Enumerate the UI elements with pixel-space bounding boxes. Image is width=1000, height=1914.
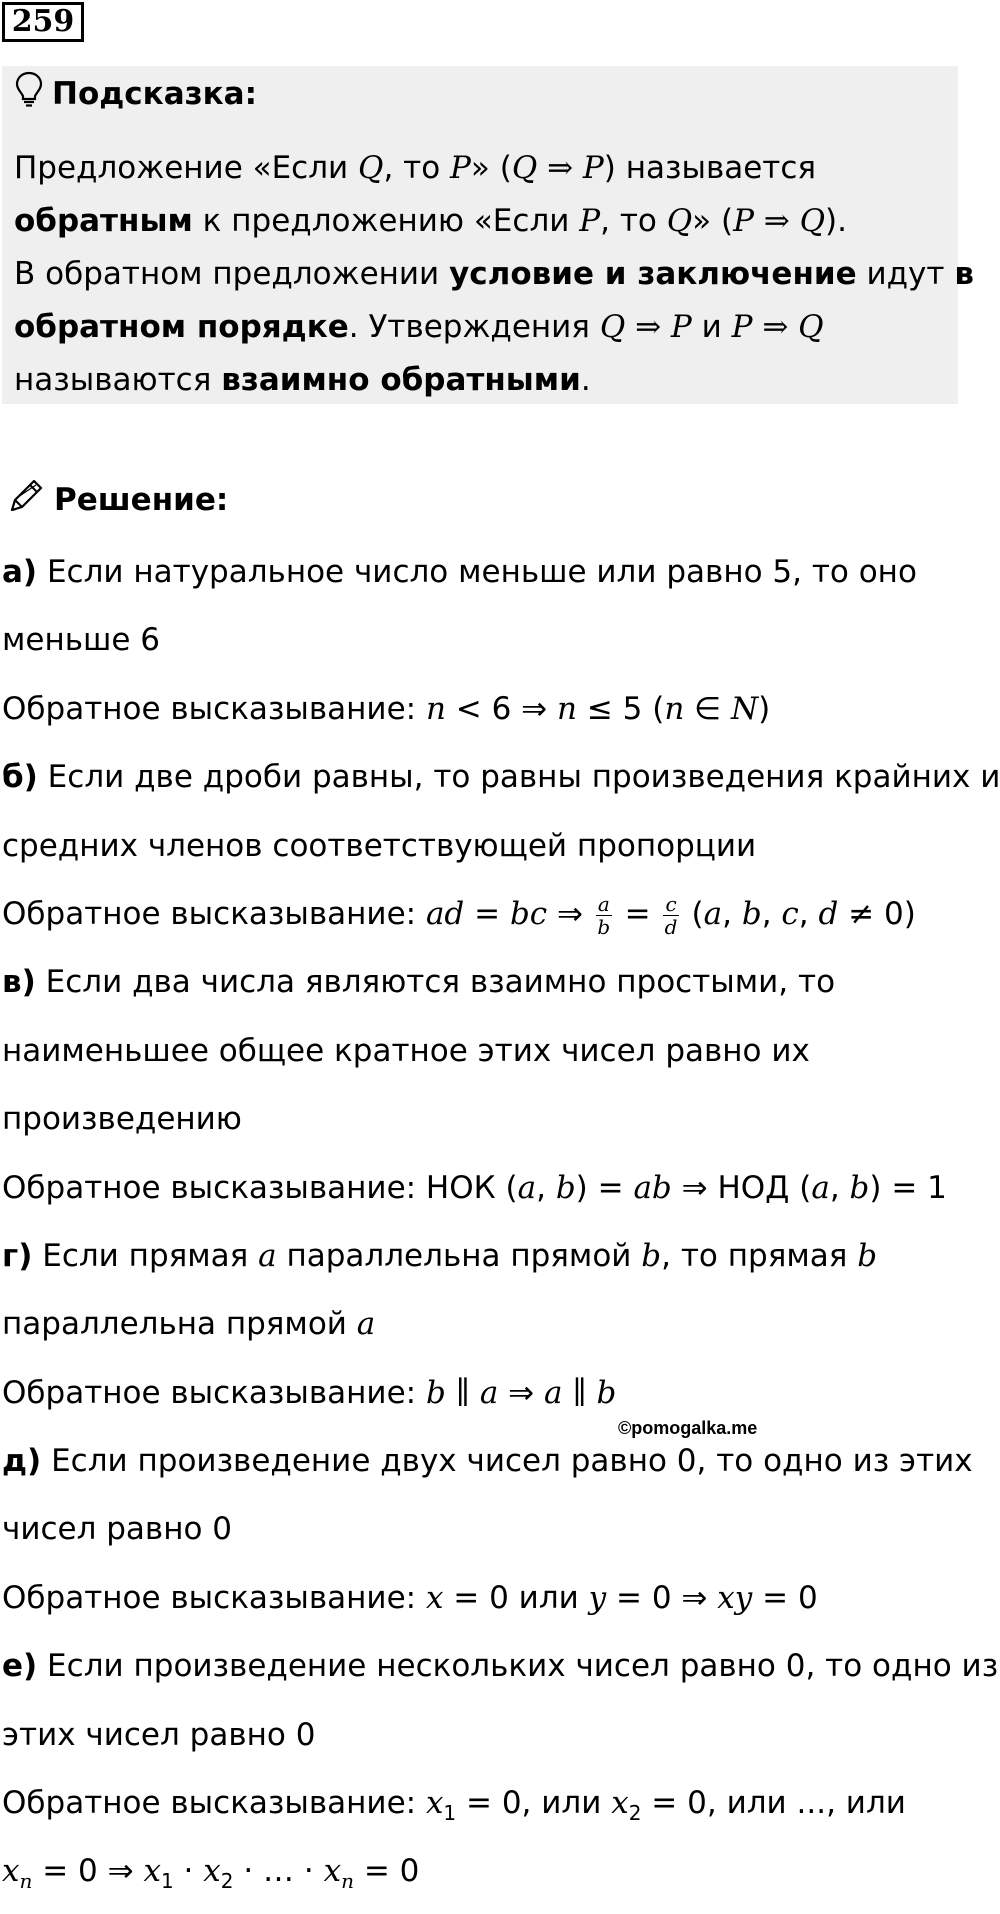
item-e-line-2: этих чисел равно 0 — [2, 1716, 316, 1753]
item-g-line-1: г) Если прямая a параллельна прямой b, то прямая b — [2, 1237, 878, 1274]
item-a-line-1: а) Если натуральное число меньше или равно 5, то оно — [2, 554, 917, 590]
item-g-converse: Обратное высказывание: b ∥ a ⇒ a ∥ b — [2, 1374, 617, 1411]
hint-box — [2, 66, 974, 404]
item-v-line-3: произведению — [2, 1101, 242, 1138]
item-v-line-1: в) Если два числа являются взаимно простыми, то — [2, 964, 836, 1001]
item-v-converse: Обратное высказывание: НОК (a, b) = ab ⇒ НОД (a, b) = 1 — [2, 1169, 947, 1206]
item-d-converse: Обратное высказывание: x = 0 или y = 0 ⇒ xy = 0 — [2, 1579, 818, 1616]
task-number: 259 — [2, 2, 84, 42]
solution-body — [2, 546, 1000, 1914]
item-b-converse: Обратное высказывание: ad = bc ⇒ $\frac{a}{b}$ = $\frac{c}{d}$ (a, b, c, d ≠ 0) — [2, 891, 916, 939]
hint-text — [14, 142, 974, 407]
fraction-c-d: $\frac{c}{d}$ — [664, 891, 678, 939]
solution-title: Решение: — [54, 482, 229, 518]
hint-header — [14, 74, 257, 114]
item-g-line-2: параллельна прямой a — [2, 1306, 376, 1343]
item-b-line-2: средних членов соответствующей пропорции — [2, 827, 757, 864]
item-a-converse: Обратное высказывание: n < 6 ⇒ n ≤ 5 (n ∈ N) — [2, 690, 771, 727]
item-v-line-2: наименьшее общее кратное этих чисел равно их — [2, 1032, 810, 1069]
item-e-converse-line-2: $x_n = 0$ ⇒ $x_1 \cdot x_2$ · … · $x_n = 0$ — [2, 1853, 420, 1894]
hint-line-4: обратном порядке. Утверждения Q ⇒ P и P ⇒ Q — [14, 309, 824, 345]
item-a-line-2: меньше 6 — [2, 622, 161, 659]
hint-line-5: называются взаимно обратными. — [14, 362, 591, 398]
solution-header — [6, 478, 228, 522]
item-e-line-1: е) Если произведение нескольких чисел равно 0, то одно из — [2, 1648, 999, 1685]
item-d-line-2: чисел равно 0 — [2, 1511, 233, 1548]
watermark: ©pomogalka.me — [618, 1418, 758, 1438]
hint-line-2: обратным к предложению «Если P, то Q» (P ⇒ Q). — [14, 203, 847, 239]
pencil-icon — [6, 476, 46, 524]
hint-line-3: В обратном предложении условие и заключение идут в — [14, 256, 974, 292]
fraction-a-b: $\frac{a}{b}$ — [597, 891, 611, 939]
item-b-line-1: б) Если две дроби равны, то равны произведения крайних и — [2, 759, 1000, 796]
lightbulb-icon — [14, 70, 44, 118]
hint-line-1: Предложение «Если Q, то P» (Q ⇒ P) называется — [14, 150, 817, 186]
item-e-converse: Обратное высказывание: $x_1 = 0$, или $x_2 = 0$, или ..., или — [2, 1785, 906, 1826]
hint-title: Подсказка: — [52, 76, 257, 112]
item-d-line-1: д) Если произведение двух чисел равно 0, то одно из этих — [2, 1443, 973, 1480]
